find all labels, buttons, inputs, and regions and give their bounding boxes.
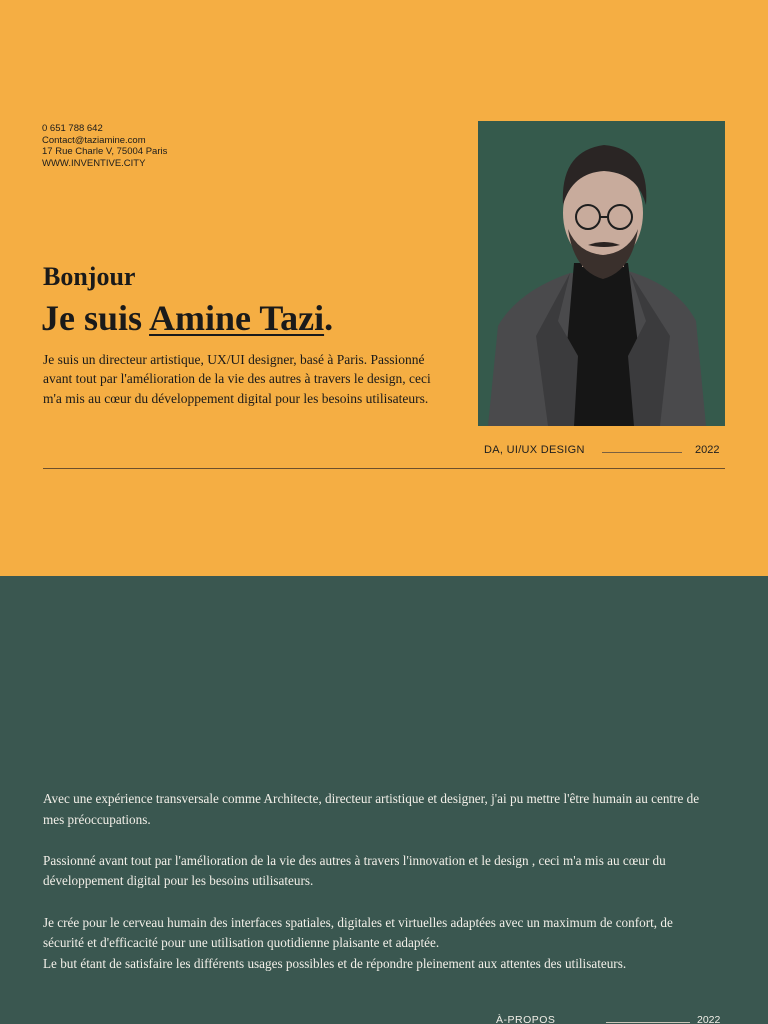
name-link[interactable]: Amine Tazi <box>149 298 325 338</box>
about-paragraph-3-line-1: Je crée pour le cerveau humain des interfaces spatiales, digitales et virtuelles adaptées avec un maximum de confort, de sécurité et d'efficacité pour une utilisation quotidienne plaisante et adaptée. <box>43 914 673 951</box>
about-text <box>43 789 708 974</box>
about-paragraph-1: Avec une expérience transversale comme Architecte, directeur artistique et designer, j'ai pu mettre l'être humain au centre de mes préoccupations. <box>43 791 700 827</box>
about-paragraph-2: Passionné avant tout par l'amélioration de la vie des autres à travers l'innovation et le design , ceci m'a mis au cœur du développement digital pour les besoins utilisateurs. <box>43 852 666 889</box>
about-year: 2022 <box>697 1014 721 1024</box>
tagline-rule <box>602 452 682 453</box>
about-rule <box>606 1022 690 1023</box>
contact-phone[interactable]: 0 651 788 642 <box>42 123 103 134</box>
contact-website[interactable]: WWW.INVENTIVE.CITY <box>42 157 146 169</box>
tagline: DA, UI/UX DESIGN <box>484 444 585 456</box>
name-suffix: . <box>324 298 334 338</box>
intro-text: Je suis un directeur artistique, UX/UI designer, basé à Paris. Passionné avant tout par l'amélioration de la vie des autres à travers le design, ceci m'a mis au cœur du développement digital pour les besoins utilisateurs. <box>43 352 431 406</box>
hero-divider <box>43 468 725 469</box>
name-heading <box>41 297 333 339</box>
about-paragraph-3-line-2: Le but étant de satisfaire les différents usages possibles et de répondre pleinement aux attentes des utilisateurs. <box>43 955 627 971</box>
name-prefix: Je suis <box>41 298 150 338</box>
contact-email[interactable]: Contact@taziamine.com <box>42 134 146 146</box>
contact-block <box>42 123 167 169</box>
portrait-photo <box>478 121 725 426</box>
hero-year: 2022 <box>695 444 720 456</box>
about-label: À-PROPOS <box>496 1014 556 1024</box>
greeting-heading: Bonjour <box>43 262 136 291</box>
about-section <box>0 576 768 1024</box>
contact-address: 17 Rue Charle V, 75004 Paris <box>42 146 168 158</box>
about-paragraph-3 <box>43 913 708 975</box>
portrait-illustration <box>478 121 725 426</box>
